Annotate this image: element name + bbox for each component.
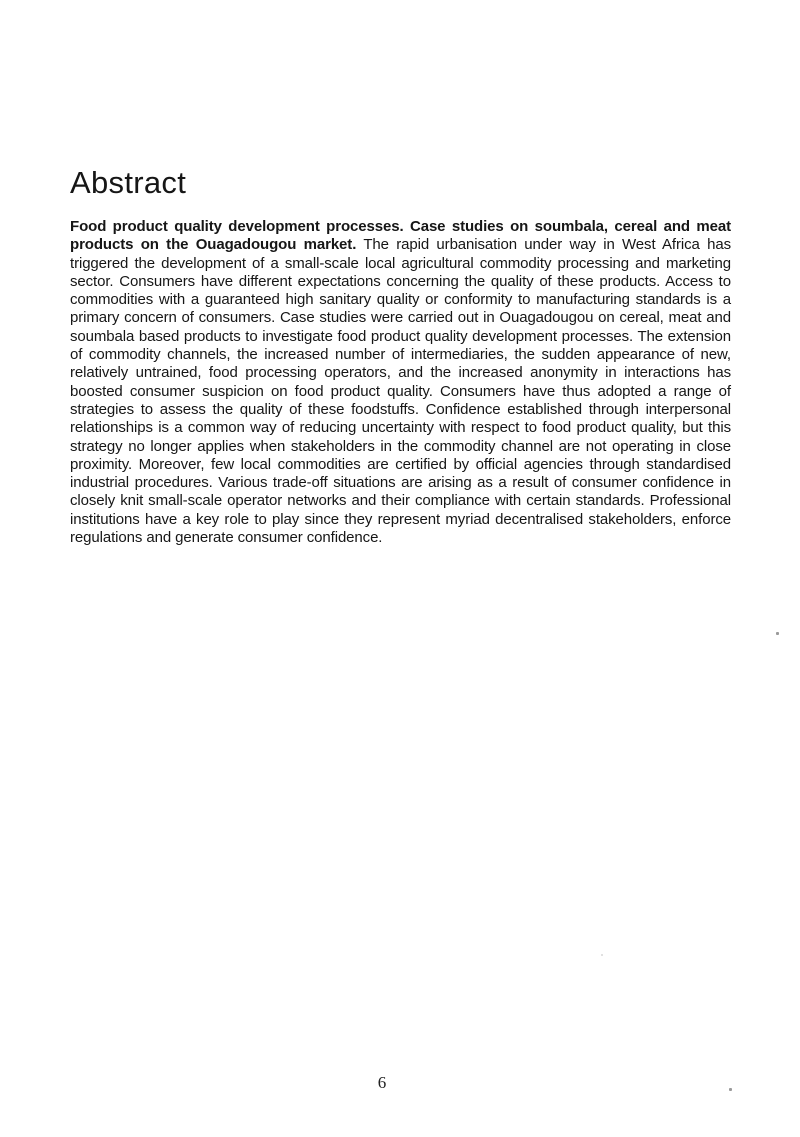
scan-speck [601,954,603,956]
page-number: 6 [377,1073,387,1092]
abstract-body-text: The rapid urbanisation under way in West Africa has triggered the development of a small-scale local agricultural commodity processing and marketing sector. Consumers have different expectations concerning the quality of these products. Access to commodities with a guaranteed high sanitary quality or conformity to manufacturing standards is a primary concern of consumers. Case studies were carried out in Ouagadougou on cereal, meat and soumbala based products to investigate food product quality development processes. The extension of commodity channels, the increased number of intermediaries, the sudden appearance of new, relatively untrained, food processing operators, and the increased anonymity in interactions has boosted consumer suspicion on food product quality. Consumers have thus adopted a range of strategies to assess the quality of these foodstuffs. Confidence established through interpersonal relationships is a common way of reducing uncertainty with respect to food product quality, but this strategy no longer applies when stakeholders in the commodity channel are not operating in close proximity. Moreover, few local commodities are certified by official agencies through standardised industrial procedures. Various trade-off situations are arising as a result of consumer confidence in closely knit small-scale operator networks and their compliance with certain standards. Professional institutions have a key role to play since they represent myriad decentralised stakeholders, enforce regulations and generate consumer confidence. [70,236,731,547]
abstract-paragraph [70,218,731,547]
abstract-bold-lead: Food product quality development processes. Case studies on soumbala, cereal and meat products on the Ouagadougou market. [70,218,731,254]
scan-speck [729,1088,732,1091]
scan-speck [776,632,779,635]
page-title: Abstract [70,164,187,200]
